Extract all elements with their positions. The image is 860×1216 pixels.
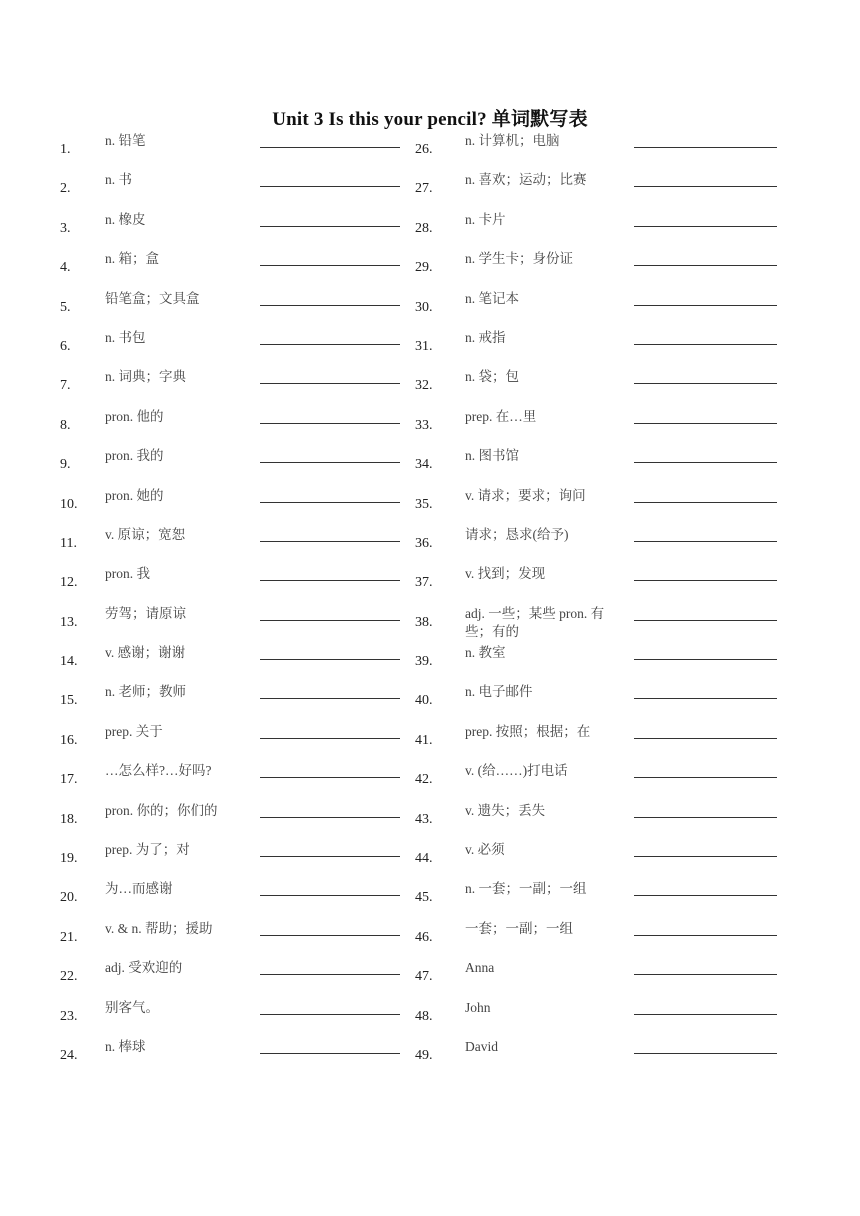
answer-blank-line[interactable] [260,659,400,660]
vocab-row [60,956,405,995]
chinese-meaning: n. 计算机；电脑 [465,133,560,148]
answer-blank-line[interactable] [634,423,777,424]
chinese-meaning: 请求；恳求(给予) [465,526,569,542]
vocab-row [60,405,405,444]
answer-blank-line[interactable] [260,186,400,187]
answer-blank-line[interactable] [260,541,400,542]
chinese-meaning: n. 铅笔 [105,133,146,148]
answer-blank-line[interactable] [634,541,777,542]
item-number: 23. [60,1008,78,1024]
left-column [60,129,405,1074]
vocab-row [415,641,780,680]
vocab-row [60,602,405,641]
item-number: 47. [415,969,433,985]
chinese-meaning: n. 箱；盒 [105,251,159,267]
answer-blank-line[interactable] [260,265,400,266]
chinese-meaning: n. 学生卡；身份证 [465,251,573,267]
answer-blank-line[interactable] [260,147,400,148]
item-number: 30. [415,299,433,315]
vocab-row [415,996,780,1035]
vocab-row [415,1035,780,1074]
answer-blank-line[interactable] [260,502,400,503]
chinese-meaning: pron. 他的 [105,408,164,424]
answer-blank-line[interactable] [634,383,777,384]
answer-blank-line[interactable] [634,1014,777,1015]
chinese-meaning: n. 教室 [465,645,506,661]
item-number: 9. [60,457,71,473]
answer-blank-line[interactable] [260,305,400,306]
vocab-row [60,129,405,168]
chinese-meaning: prep. 按照；根据；在 [465,723,591,739]
answer-blank-line[interactable] [634,620,777,621]
answer-blank-line[interactable] [260,698,400,699]
item-number: 43. [415,811,433,827]
chinese-meaning: n. 袋；包 [465,369,519,385]
item-number: 8. [60,417,71,433]
answer-blank-line[interactable] [634,659,777,660]
chinese-meaning: adj. 受欢迎的 [105,960,183,976]
chinese-meaning: n. 老师；教师 [105,684,186,700]
chinese-meaning: Anna [465,960,495,976]
answer-blank-line[interactable] [634,698,777,699]
chinese-meaning: n. 一套；一副；一组 [465,881,587,897]
vocab-row [60,1035,405,1074]
answer-blank-line[interactable] [260,1014,400,1015]
chinese-meaning: n. 笔记本 [465,290,519,306]
vocab-row [415,838,780,877]
answer-blank-line[interactable] [634,502,777,503]
chinese-meaning: pron. 我 [105,566,150,582]
item-number: 22. [60,969,78,985]
chinese-meaning: pron. 你的；你们的 [105,802,218,818]
answer-blank-line[interactable] [634,1053,777,1054]
item-number: 41. [415,732,433,748]
item-number: 15. [60,693,78,709]
vocab-row [60,523,405,562]
chinese-meaning: 为…而感谢 [105,881,173,897]
item-number: 2. [60,181,71,197]
item-number: 3. [60,220,71,236]
answer-blank-line[interactable] [634,895,777,896]
chinese-meaning: 别客气。 [105,999,159,1015]
vocab-row [60,444,405,483]
item-number: 13. [60,614,78,630]
vocab-row [60,877,405,916]
vocab-row [415,208,780,247]
chinese-meaning: v. 找到；发现 [465,566,546,582]
vocab-row [415,444,780,483]
chinese-meaning: v. 遗失；丢失 [465,802,546,818]
chinese-meaning: pron. 她的 [105,487,164,503]
item-number: 16. [60,732,78,748]
right-column [415,129,780,1074]
vocab-row [60,996,405,1035]
item-number: 18. [60,811,78,827]
vocab-row [415,405,780,444]
chinese-meaning: 一套；一副；一组 [465,920,573,936]
vocab-row [415,287,780,326]
answer-blank-line[interactable] [260,935,400,936]
answer-blank-line[interactable] [634,186,777,187]
vocab-row [415,917,780,956]
vocab-row [60,680,405,719]
item-number: 48. [415,1008,433,1024]
chinese-meaning: n. 喜欢；运动；比赛 [465,172,587,188]
chinese-meaning: John [465,999,491,1015]
answer-blank-line[interactable] [260,817,400,818]
vocab-row [60,247,405,286]
answer-blank-line[interactable] [634,226,777,227]
item-number: 39. [415,654,433,670]
vocab-row [415,680,780,719]
vocab-row [60,484,405,523]
answer-blank-line[interactable] [260,226,400,227]
item-number: 1. [60,142,71,157]
chinese-meaning: prep. 为了；对 [105,842,190,858]
item-number: 11. [60,535,77,551]
item-number: 49. [415,1047,433,1063]
answer-blank-line[interactable] [260,856,400,857]
chinese-meaning: v. 请求；要求；询问 [465,487,586,503]
item-number: 17. [60,772,78,788]
item-number: 29. [415,260,433,276]
item-number: 24. [60,1047,78,1063]
item-number: 27. [415,181,433,197]
answer-blank-line[interactable] [634,580,777,581]
chinese-meaning: v. 感谢；谢谢 [105,645,186,661]
chinese-meaning: prep. 在…里 [465,408,537,424]
answer-blank-line[interactable] [260,1053,400,1054]
item-number: 40. [415,693,433,709]
chinese-meaning: v. 原谅；宽恕 [105,526,186,542]
item-number: 6. [60,338,71,354]
vocab-row [60,208,405,247]
vocab-row [60,759,405,798]
chinese-meaning: v. (给……)打电话 [465,763,568,779]
item-number: 5. [60,299,71,315]
vocab-row [60,326,405,365]
item-number: 31. [415,338,433,354]
item-number: 32. [415,378,433,394]
item-number: 44. [415,851,433,867]
item-number: 21. [60,929,78,945]
vocab-row [415,247,780,286]
item-number: 14. [60,654,78,670]
item-number: 33. [415,417,433,433]
vocab-row [415,168,780,207]
answer-blank-line[interactable] [634,147,777,148]
chinese-meaning: v. & n. 帮助；援助 [105,920,213,936]
answer-blank-line[interactable] [634,974,777,975]
answer-blank-line[interactable] [634,856,777,857]
answer-blank-line[interactable] [634,738,777,739]
vocab-row [415,523,780,562]
answer-blank-line[interactable] [260,895,400,896]
vocab-row [60,917,405,956]
item-number: 7. [60,378,71,394]
item-number: 45. [415,890,433,906]
item-number: 38. [415,614,433,630]
answer-blank-line[interactable] [634,777,777,778]
answer-blank-line[interactable] [260,462,400,463]
item-number: 34. [415,457,433,473]
chinese-meaning: n. 戒指 [465,329,506,345]
chinese-meaning: adj. 一些；某些 pron. 有些；有的 [465,605,605,639]
answer-blank-line[interactable] [260,580,400,581]
vocab-row [60,799,405,838]
item-number: 46. [415,929,433,945]
item-number: 36. [415,535,433,551]
vocab-row [60,287,405,326]
answer-blank-line[interactable] [260,344,400,345]
item-number: 12. [60,575,78,591]
item-number: 4. [60,260,71,276]
vocab-row [415,129,780,168]
vocab-row [415,759,780,798]
answer-blank-line[interactable] [634,344,777,345]
chinese-meaning: n. 书包 [105,329,146,345]
item-number: 37. [415,575,433,591]
item-number: 10. [60,496,78,512]
chinese-meaning: prep. 关于 [105,723,163,739]
item-number: 35. [415,496,433,512]
vocab-row [60,168,405,207]
vocab-row [415,562,780,601]
vocab-row [60,720,405,759]
item-number: 28. [415,220,433,236]
answer-blank-line[interactable] [260,974,400,975]
chinese-meaning: David [465,1038,498,1054]
answer-blank-line[interactable] [634,935,777,936]
chinese-meaning: pron. 我的 [105,448,164,464]
item-number: 20. [60,890,78,906]
chinese-meaning: n. 电子邮件 [465,684,533,700]
vocab-row [60,365,405,404]
item-number: 42. [415,772,433,788]
chinese-meaning: 劳驾；请原谅 [105,605,186,621]
chinese-meaning: n. 词典；字典 [105,369,186,385]
vocab-row [60,838,405,877]
vocab-row [415,484,780,523]
answer-blank-line[interactable] [634,305,777,306]
item-number: 26. [415,142,433,157]
chinese-meaning: v. 必须 [465,842,505,858]
answer-blank-line[interactable] [260,620,400,621]
chinese-meaning: …怎么样?…好吗? [105,763,212,779]
answer-blank-line[interactable] [634,462,777,463]
vocab-row [415,365,780,404]
vocab-row [415,326,780,365]
chinese-meaning: 铅笔盒；文具盒 [105,290,200,306]
answer-blank-line[interactable] [260,738,400,739]
page-title: Unit 3 Is this your pencil? 单词默写表 [272,109,588,130]
item-number: 19. [60,851,78,867]
vocab-row [60,562,405,601]
answer-blank-line[interactable] [634,817,777,818]
answer-blank-line[interactable] [260,423,400,424]
chinese-meaning: n. 棒球 [105,1038,146,1054]
answer-blank-line[interactable] [634,265,777,266]
answer-blank-line[interactable] [260,383,400,384]
chinese-meaning: n. 卡片 [465,211,506,227]
vocab-row [415,602,780,641]
vocab-row [415,956,780,995]
vocab-row [415,799,780,838]
vocab-row [415,877,780,916]
chinese-meaning: n. 书 [105,172,132,188]
chinese-meaning: n. 图书馆 [465,448,519,464]
vocab-row [60,641,405,680]
vocab-row [415,720,780,759]
chinese-meaning: n. 橡皮 [105,211,146,227]
answer-blank-line[interactable] [260,777,400,778]
